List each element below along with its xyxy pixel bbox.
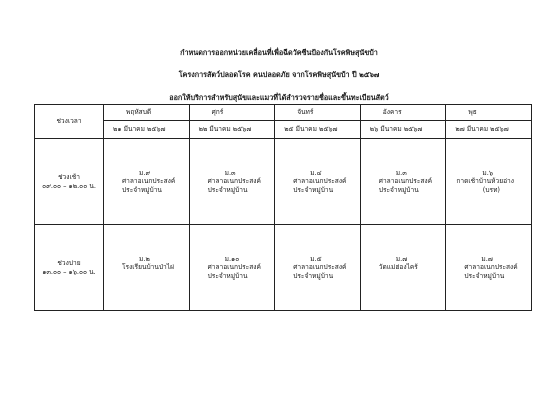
schedule-cell xyxy=(360,225,446,311)
morning-slot-row xyxy=(35,139,532,225)
venue-line-2: ประจำหมู่บ้าน xyxy=(378,185,419,194)
time-column-header xyxy=(35,105,104,139)
venue-line-1: โรงเรียนบ้านป่าไผ่ xyxy=(122,263,174,272)
date-cell: ๒๒ มีนาคม ๒๕๖๗ xyxy=(189,121,275,139)
venue-line-2: ประจำหมู่บ้าน xyxy=(207,185,248,194)
day-name-thursday: พฤหัสบดี xyxy=(104,105,190,121)
date-cell: ๒๗ มีนาคม ๒๕๖๗ xyxy=(446,121,532,139)
village-code: ม.๑๐ xyxy=(224,254,240,263)
day-name-tuesday: อังคาร xyxy=(360,105,446,121)
document-title: กำหนดการออกหน่วยเคลื่อนที่เพื่อฉีดวัคซีนป้องกันโรคพิษสุนัขบ้า xyxy=(180,48,378,57)
slot-time: ๑๓.๐๐ – ๑๖.๐๐ น. xyxy=(42,267,96,276)
slot-label: ช่วงเช้า xyxy=(58,173,80,182)
venue-line-1: ศาลาอเนกประสงค์ xyxy=(293,177,347,186)
venue-line-1: ศาลาอเนกประสงค์ xyxy=(207,263,261,272)
schedule-cell xyxy=(275,225,361,311)
schedule-cell xyxy=(275,139,361,225)
venue-line-1: ศาลาอเนกประสงค์ xyxy=(293,263,347,272)
schedule-cell xyxy=(189,225,275,311)
date-cell: ๒๖ มีนาคม ๒๕๖๗ xyxy=(360,121,446,139)
village-code: ม.๗ xyxy=(395,254,408,263)
venue-line-2 xyxy=(122,272,189,280)
date-cell: ๒๕ มีนาคม ๒๕๖๗ xyxy=(275,121,361,139)
venue-line-1: ศาลาอเนกประสงค์ xyxy=(207,177,261,186)
slot-time: ๐๙.๐๐ – ๑๒.๐๐ น. xyxy=(42,181,96,190)
village-code: ม.๙ xyxy=(139,168,151,177)
venue-line-2: ประจำหมู่บ้าน xyxy=(207,271,248,280)
venue-line-2: ประจำหมู่บ้าน xyxy=(122,185,162,194)
village-code: ม.๗ xyxy=(481,254,493,263)
schedule-cell xyxy=(446,139,532,225)
schedule-cell xyxy=(104,139,190,225)
project-subtitle: โครงการสัตว์ปลอดโรค คนปลอดภัย จากโรคพิษสุนัขบ้า ปี ๒๕๖๗ xyxy=(178,70,380,79)
schedule-cell xyxy=(360,139,446,225)
schedule-cell xyxy=(104,225,190,311)
service-description: ออกให้บริการสำหรับสุนัขและแมวที่ได้สำรวจรายชื่อและขึ้นทะเบียนสัตว์ xyxy=(169,93,389,102)
date-cell: ๒๑ มีนาคม ๒๕๖๗ xyxy=(104,121,190,139)
venue-line-2: ประจำหมู่บ้าน xyxy=(464,271,505,280)
venue-line-2 xyxy=(379,272,446,280)
day-name-monday: จันทร์ xyxy=(275,105,361,121)
venue-line-1: ศาลาอเนกประสงค์ xyxy=(378,177,433,186)
day-name-wednesday: พุธ xyxy=(446,105,532,121)
village-code: ม.๔ xyxy=(310,168,322,177)
schedule-cell xyxy=(446,225,532,311)
venue-line-2: ประจำหมู่บ้าน xyxy=(293,185,334,194)
schedule-cell xyxy=(189,139,275,225)
date-row xyxy=(35,121,532,139)
day-name-row xyxy=(35,105,532,121)
venue-line-1: ศาลาอเนกประสงค์ xyxy=(122,177,176,186)
afternoon-slot-row xyxy=(35,225,532,311)
village-code: ม.๓ xyxy=(395,168,407,177)
venue-line-2: ประจำหมู่บ้าน xyxy=(293,271,334,280)
village-code: ม.๖ xyxy=(482,168,494,177)
slot-label: ช่วงบ่าย xyxy=(57,259,81,268)
venue-line-1: กาดเช้าบ้านห้วยอ่าง xyxy=(456,177,514,186)
village-code: ม.๒ xyxy=(139,254,150,263)
village-code: ม.๓ xyxy=(224,168,236,177)
vaccination-schedule-table xyxy=(34,104,532,311)
time-column-header-label: ช่วงเวลา xyxy=(56,117,82,126)
afternoon-time-cell xyxy=(35,225,104,311)
morning-time-cell xyxy=(35,139,104,225)
village-code: ม.๕ xyxy=(310,254,322,263)
venue-line-1: วัดแม่ฮ่องไคร้ xyxy=(378,263,418,272)
day-name-friday: ศุกร์ xyxy=(189,105,275,121)
venue-line-1: ศาลาอเนกประสงค์ xyxy=(464,263,518,272)
venue-line-2: (บรท) xyxy=(482,185,500,194)
